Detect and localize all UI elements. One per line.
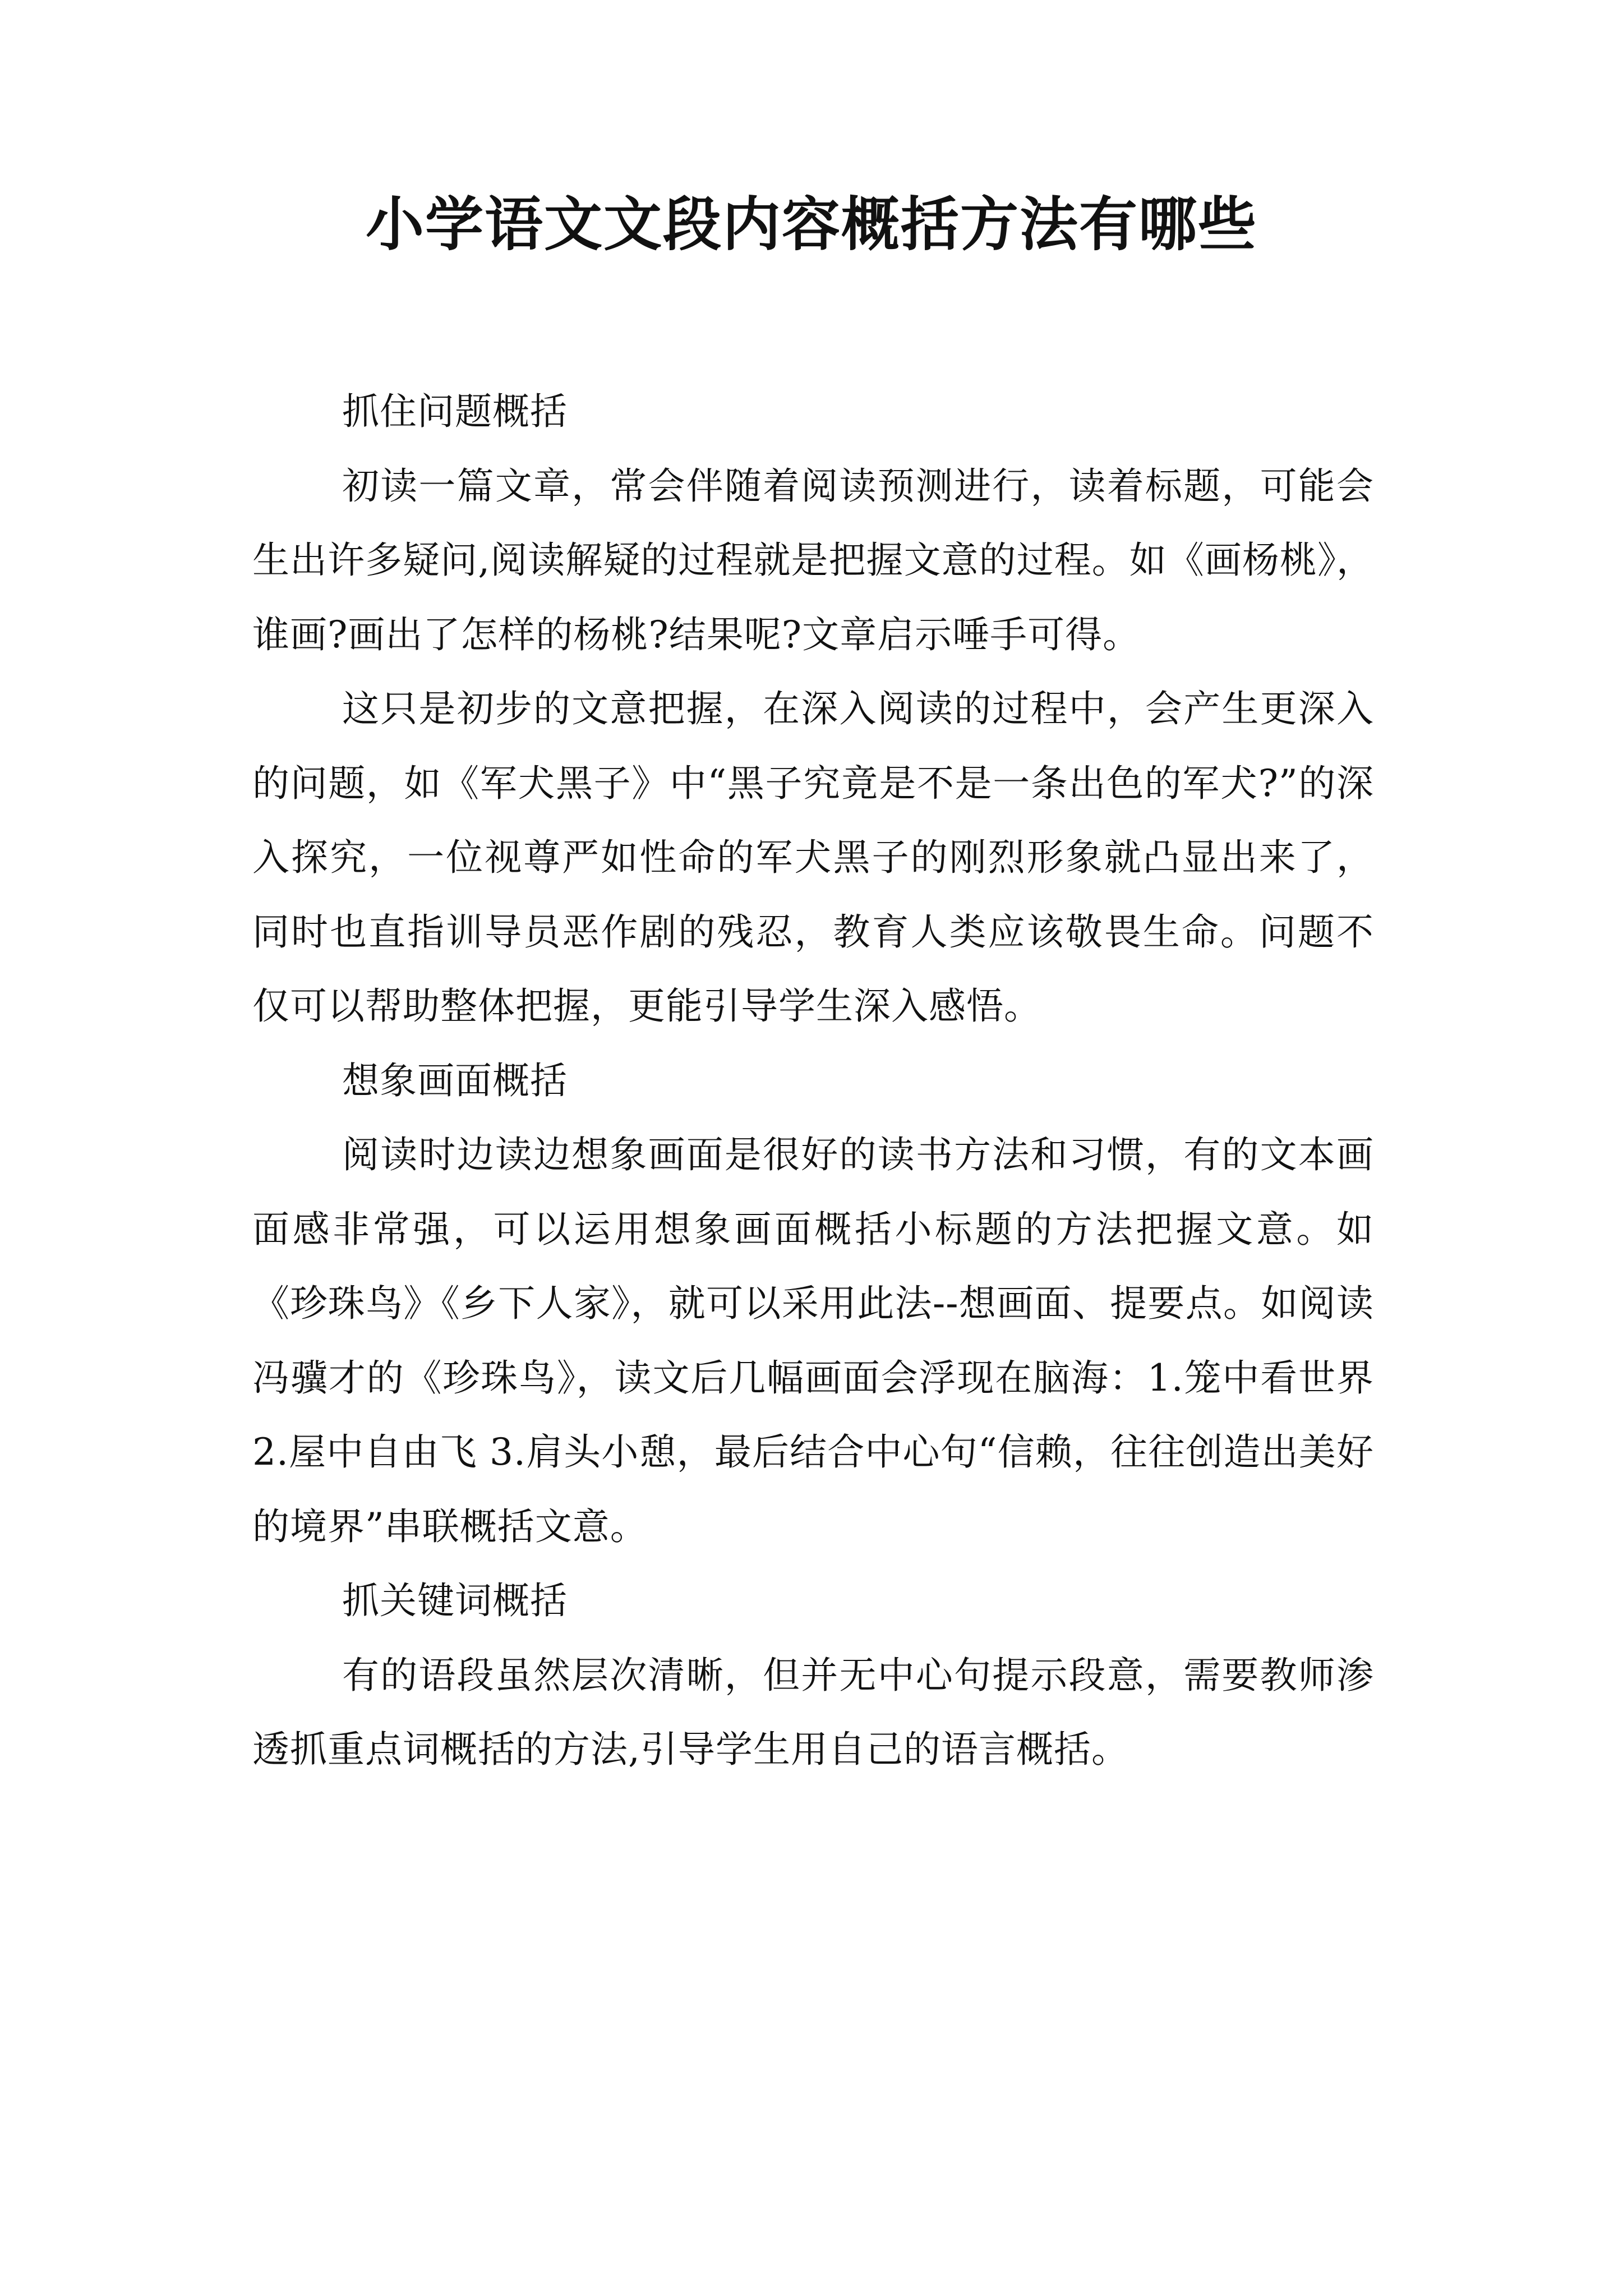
page-title: 小学语文文段内容概括方法有哪些 [365,190,1257,259]
body-paragraph: 有的语段虽然层次清晰，但并无中心句提示段意，需要教师渗透抓重点词概括的方法,引导学生用自己的语言概括。 [252,1653,1374,1771]
body-paragraph: 初读一篇文章，常会伴随着阅读预测进行，读着标题，可能会生出许多疑问,阅读解疑的过程就是把握文意的过程。如《画杨桃》，谁画?画出了怎样的杨桃?结果呢?文章启示唾手可得。 [252,464,1374,656]
body-paragraph: 阅读时边读边想象画面是很好的读书方法和习惯，有的文本画面感非常强，可以运用想象画面概括小标题的方法把握文意。如《珍珠鸟》《乡下人家》，就可以采用此法--想画面、提要点。如阅读冯骥才的《珍珠鸟》，读文后几幅画面会浮现在脑海：1.笼中看世界 2.屋中自由飞 3.肩头小憩，最后结合中心句“信赖，往往创造出美好的境界”串联概括文意。 [252,1133,1374,1548]
document-body [252,375,1374,1787]
body-paragraph: 这只是初步的文意把握，在深入阅读的过程中，会产生更深入的问题，如《军犬黑子》中“黑子究竟是不是一条出色的军犬?”的深入探究，一位视尊严如性命的军犬黑子的刚烈形象就凸显出来了，同时也直指训导员恶作剧的残忍，教育人类应该敬畏生命。问题不仅可以帮助整体把握，更能引导学生深入感悟。 [252,687,1374,1028]
section-heading-imagination: 想象画面概括 [342,1059,568,1102]
section-heading-keywords: 抓关键词概括 [342,1579,568,1622]
section-heading-question: 抓住问题概括 [342,390,568,433]
